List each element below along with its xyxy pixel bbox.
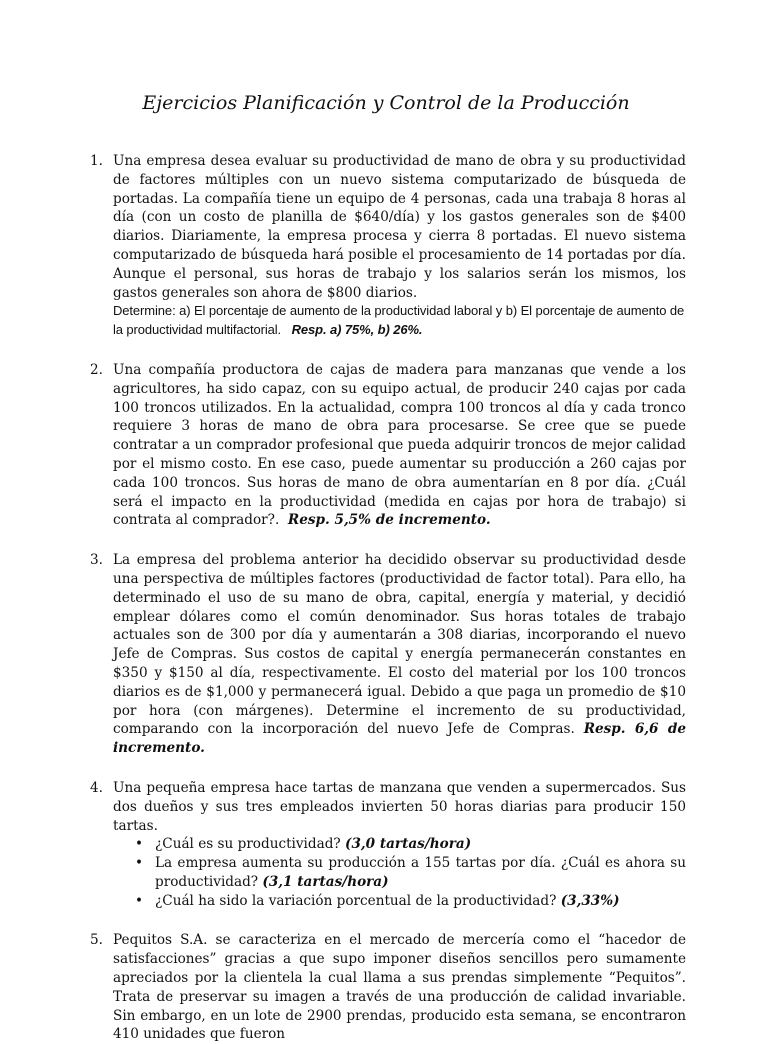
- bullet-icon: •: [135, 836, 144, 853]
- exercise-5: [86, 931, 686, 1044]
- exercise-number: 2.: [90, 361, 103, 378]
- exercise-list: [86, 152, 686, 1044]
- exercise-answer: Resp. 5,5% de incremento.: [287, 512, 491, 529]
- bullet-icon: •: [135, 855, 144, 872]
- exercise-determine: [113, 302, 686, 340]
- question-item: [135, 854, 686, 892]
- exercise-number: 1.: [90, 153, 103, 169]
- exercise-4: [86, 779, 686, 911]
- question-item: [135, 835, 686, 854]
- exercise-text: Una pequeña empresa hace tartas de manzana que venden a supermercados. Sus dos dueños y sus tres empleados invierten 50 horas diarias para producir 150 tartas.: [113, 779, 686, 834]
- exercise-2: [86, 361, 686, 530]
- exercise-number: 3.: [90, 552, 103, 569]
- exercise-text: Una empresa desea evaluar su productividad de mano de obra y su productividad de factores múltiples con un nuevo sistema computarizado de búsqueda de portadas. La compañía tiene un equipo de 4 personas, cada una trabaja 8 horas al día (con un costo de planilla de $640/día) y los gastos generales son de $400 diarios. Diariamente, la empresa procesa y cierra 8 portadas. El nuevo sistema computarizado de búsqueda hará posible el procesamiento de 14 portadas por día. Aunque el personal, sus horas de trabajo y los salarios serán los mismos, los gastos generales son ahora de $800 diarios.: [113, 153, 686, 301]
- question-text: ¿Cuál ha sido la variación porcentual de la productividad?: [155, 892, 557, 909]
- exercise-text: [113, 361, 686, 530]
- bullet-icon: •: [135, 892, 144, 909]
- exercise-answer: Resp. a) 75%, b) 26%.: [291, 322, 423, 338]
- determine-text: Determine: a) El porcentaje de aumento de la productividad laboral y b) El porcentaje de aumento de la productividad multifactorial.: [113, 303, 685, 338]
- exercise-number: 5.: [90, 932, 103, 949]
- exercise-1: [86, 152, 686, 340]
- exercise-answer: Resp. 6,6 de incremento.: [113, 721, 686, 757]
- exercise-body: La empresa del problema anterior ha decidido observar su productividad desde una perspectiva de múltiples factores (productividad de factor total). Para ello, ha determinado el uso de su mano de obra, capital, energía y material, y decidió emplear dólares como el común denominador. Sus horas totales de trabajo actuales son de 300 por día y aumentarán a 308 diarias, incorporando el nuevo Jefe de Compras. Sus costos de capital y energía permanecerán constantes en $350 y $150 al día, respectivamente. El costo del material por los 100 troncos diarios es de $1,000 y permanecerá igual. Debido a que paga un promedio de $10 por hora (con márgenes). Determine el incremento de su productividad, comparando con la incorporación del nuevo Jefe de Compras.: [113, 552, 686, 738]
- exercise-text: [113, 551, 686, 758]
- question-list: [113, 835, 686, 910]
- exercise-3: [86, 551, 686, 758]
- exercise-body: Una compañía productora de cajas de madera para manzanas que vende a los agricultores, ha sido capaz, con su equipo actual, de producir 240 cajas por cada 100 troncos utilizados. En la actualidad, compra 100 troncos al día y cada tronco requiere 3 horas de mano de obra para procesarse. Se cree que se puede contratar a un comprador profesional que pueda adquirir troncos de mejor calidad por el mismo costo. En ese caso, puede aumentar su producción a 260 cajas por cada 100 troncos. Sus horas de mano de obra aumentarían en 8 por día. ¿Cuál será el impacto en la productividad (medida en cajas por hora de trabajo) si contrata al comprador?.: [113, 361, 686, 529]
- question-answer: (3,33%): [560, 892, 620, 909]
- question-text: ¿Cuál es su productividad?: [155, 836, 341, 853]
- question-item: [135, 892, 686, 911]
- exercise-text: Pequitos S.A. se caracteriza en el mercado de mercería como el “hacedor de satisfacciones” gracias a que supo imponer diseños sencillos pero sumamente apreciados por la clientela la cual llama a sus prendas simplemente “Pequitos”. Trata de preservar su imagen a través de una producción de calidad invariable. Sin embargo, en un lote de 2900 prendas, producido esta semana, se encontraron 410 unidades que fueron: [113, 932, 686, 1043]
- document-title: Ejercicios Planificación y Control de la Producción: [142, 92, 630, 114]
- exercise-number: 4.: [90, 779, 103, 796]
- question-answer: (3,1 tartas/hora): [262, 873, 389, 890]
- question-answer: (3,0 tartas/hora): [345, 836, 472, 853]
- question-text: La empresa aumenta su producción a 155 tartas por día. ¿Cuál es ahora su productividad?: [155, 855, 686, 890]
